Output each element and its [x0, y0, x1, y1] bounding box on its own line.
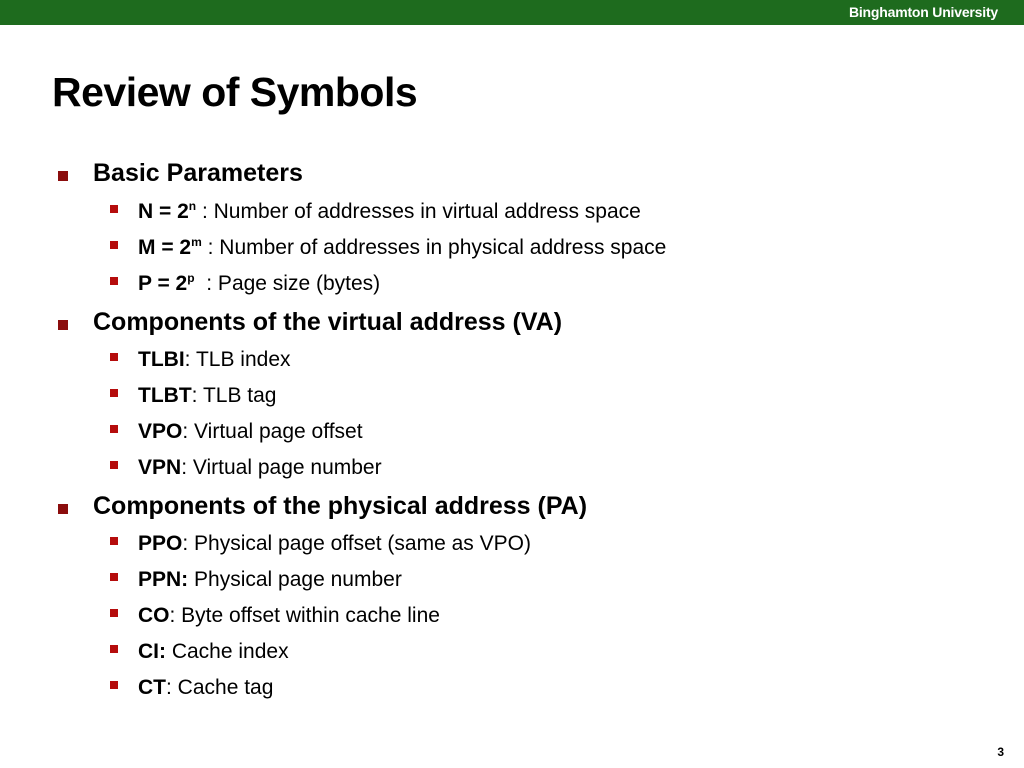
item-bullet-icon [110, 537, 118, 545]
list-item [138, 383, 277, 409]
list-item [138, 603, 440, 629]
item-term: M = 2 [138, 236, 192, 259]
list-item [138, 199, 641, 225]
item-bullet-icon [110, 353, 118, 361]
list-item [138, 235, 666, 261]
org-name: Binghamton University [848, 4, 998, 20]
section-heading: Components of the physical address (PA) [93, 492, 588, 520]
item-description: Cache index [166, 640, 289, 663]
section-bullet-icon [58, 320, 68, 330]
item-description: : TLB index [184, 348, 291, 371]
item-bullet-icon [110, 645, 118, 653]
item-bullet-icon [110, 205, 118, 213]
item-description: : Cache tag [166, 676, 274, 699]
item-term: VPN [138, 456, 182, 479]
item-term: CT [138, 676, 166, 699]
item-term: TLBI [138, 348, 185, 371]
page-number: 3 [997, 745, 1004, 759]
section-heading: Components of the virtual address (VA) [93, 308, 563, 336]
item-term: PPO [138, 532, 183, 555]
item-description: Physical page number [188, 568, 402, 591]
list-item [138, 567, 402, 593]
item-description: : Byte offset within cache line [169, 604, 440, 627]
item-bullet-icon [110, 389, 118, 397]
item-term: N = 2 [138, 200, 189, 223]
list-item [138, 271, 380, 297]
item-bullet-icon [110, 609, 118, 617]
item-description: : Number of addresses in physical address space [201, 236, 667, 259]
section-heading: Basic Parameters [93, 159, 303, 187]
item-bullet-icon [110, 241, 118, 249]
item-term: CO [138, 604, 170, 627]
item-term: P = 2 [138, 272, 188, 295]
section-bullet-icon [58, 504, 68, 514]
item-term: CI: [138, 640, 166, 663]
item-description: : Virtual page offset [182, 420, 363, 443]
item-description: : Virtual page number [181, 456, 382, 479]
list-item [138, 675, 273, 701]
item-bullet-icon [110, 425, 118, 433]
item-exponent: p [187, 271, 195, 285]
item-term: TLBT [138, 384, 192, 407]
item-term: PPN: [138, 568, 189, 591]
item-bullet-icon [110, 573, 118, 581]
item-exponent: n [188, 199, 197, 213]
item-bullet-icon [110, 681, 118, 689]
item-term: VPO [138, 420, 183, 443]
item-bullet-icon [110, 461, 118, 469]
list-item [138, 639, 289, 665]
item-description: : Page size (bytes) [194, 272, 381, 295]
item-exponent: m [191, 235, 202, 249]
list-item [138, 347, 291, 373]
item-description: : TLB tag [191, 384, 277, 407]
item-description: : Physical page offset (same as VPO) [182, 532, 531, 555]
item-bullet-icon [110, 277, 118, 285]
slide-title: Review of Symbols [52, 69, 418, 115]
list-item [138, 531, 531, 557]
section-bullet-icon [58, 171, 68, 181]
list-item [138, 455, 382, 481]
item-description: : Number of addresses in virtual address space [196, 200, 641, 223]
list-item [138, 419, 363, 445]
